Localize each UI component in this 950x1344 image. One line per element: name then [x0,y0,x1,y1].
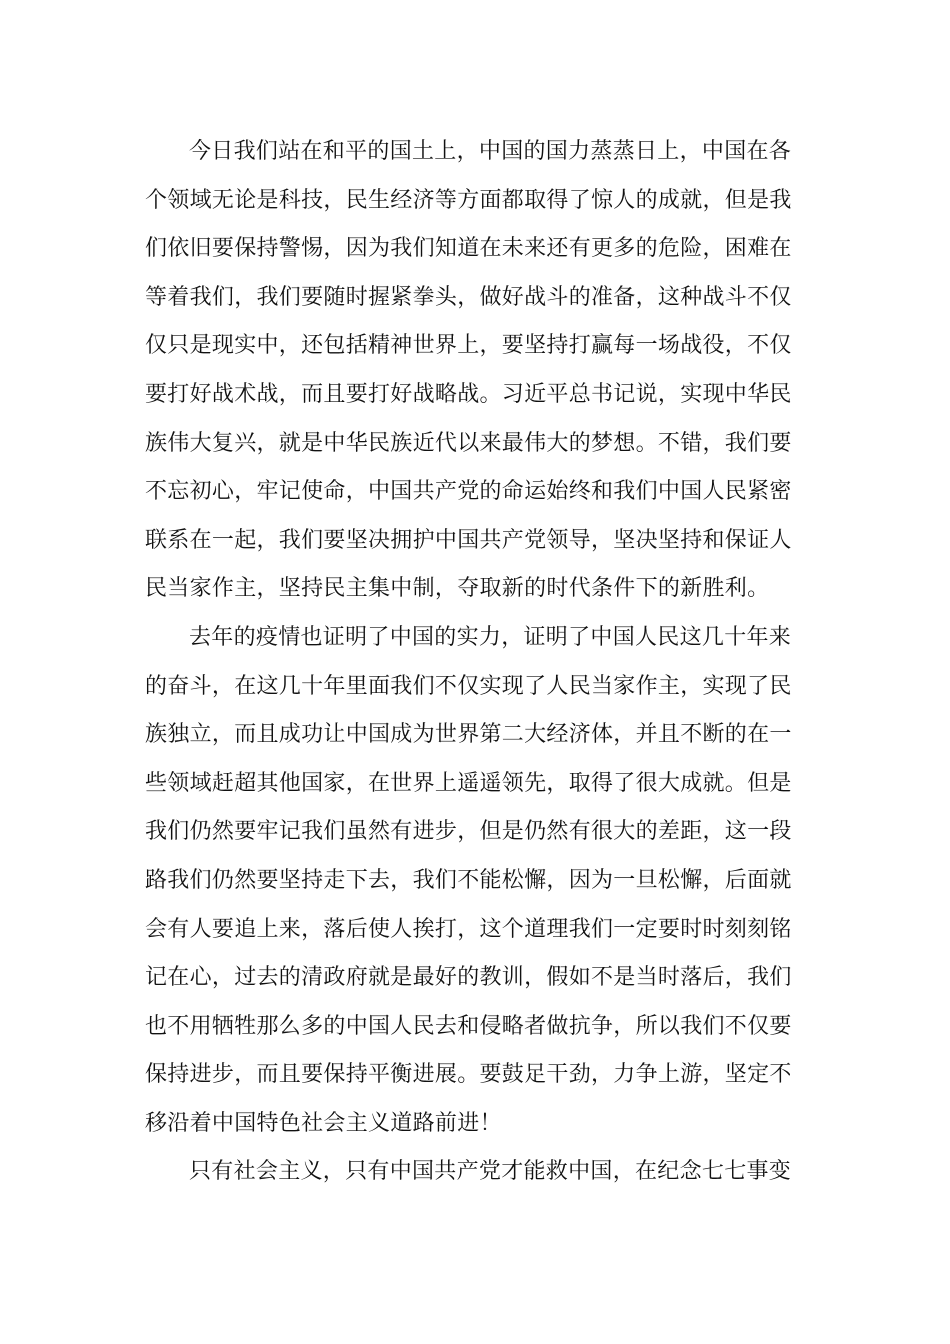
paragraph-3-line-1: 只有社会主义，只有中国共产党才能救中国，在纪念七七事变 [189,1159,792,1185]
paragraph-2-line-10: 保持进步，而且要保持平衡进展。要鼓足干劲，力争上游，坚定不 [145,1062,792,1088]
paragraph-2-line-1: 去年的疫情也证明了中国的实力，证明了中国人民这几十年来 [189,624,792,650]
paragraph-1-line-3: 们依旧要保持警惕，因为我们知道在未来还有更多的危险，困难在 [145,236,792,262]
paragraph-2-line-4: 些领域赶超其他国家，在世界上遥遥领先，取得了很大成就。但是 [145,770,792,796]
paragraph-1-line-7: 族伟大复兴，就是中华民族近代以来最伟大的梦想。不错，我们要 [145,430,792,456]
paragraph-2-line-3: 族独立，而且成功让中国成为世界第二大经济体，并且不断的在一 [145,722,792,748]
paragraph-1-line-2: 个领域无论是科技，民生经济等方面都取得了惊人的成就，但是我 [145,187,792,213]
paragraph-2-line-8: 记在心，过去的清政府就是最好的教训，假如不是当时落后，我们 [145,965,792,991]
paragraph-2-line-6: 路我们仍然要坚持走下去，我们不能松懈，因为一旦松懈，后面就 [145,867,792,893]
paragraph-1-line-6: 要打好战术战，而且要打好战略战。习近平总书记说，实现中华民 [145,381,792,407]
paragraph-1-line-1: 今日我们站在和平的国土上，中国的国力蒸蒸日上，中国在各 [189,139,792,164]
paragraph-2-line-5: 我们仍然要牢记我们虽然有进步，但是仍然有很大的差距，这一段 [145,819,792,845]
paragraph-1-line-8: 不忘初心，牢记使命，中国共产党的命运始终和我们中国人民紧密 [145,479,792,505]
document-body [145,128,805,1197]
paragraph-1-line-4: 等着我们，我们要随时握紧拳头，做好战斗的准备，这种战斗不仅 [145,284,792,310]
paragraph-2-line-11: 移沿着中国特色社会主义道路前进！ [145,1110,502,1136]
paragraph-2-line-7: 会有人要追上来，落后使人挨打，这个道理我们一定要时时刻刻铭 [145,916,792,942]
paragraph-2-line-9: 也不用牺牲那么多的中国人民去和侵略者做抗争，所以我们不仅要 [145,1013,792,1039]
paragraph-1-line-10: 民当家作主，坚持民主集中制，夺取新的时代条件下的新胜利。 [145,576,770,602]
paragraph-1-line-5: 仅只是现实中，还包括精神世界上，要坚持打赢每一场战役，不仅 [145,333,792,359]
paragraph-1-line-9: 联系在一起，我们要坚决拥护中国共产党领导，坚决坚持和保证人 [145,527,792,553]
paragraph-2-line-2: 的奋斗，在这几十年里面我们不仅实现了人民当家作主，实现了民 [145,673,792,699]
